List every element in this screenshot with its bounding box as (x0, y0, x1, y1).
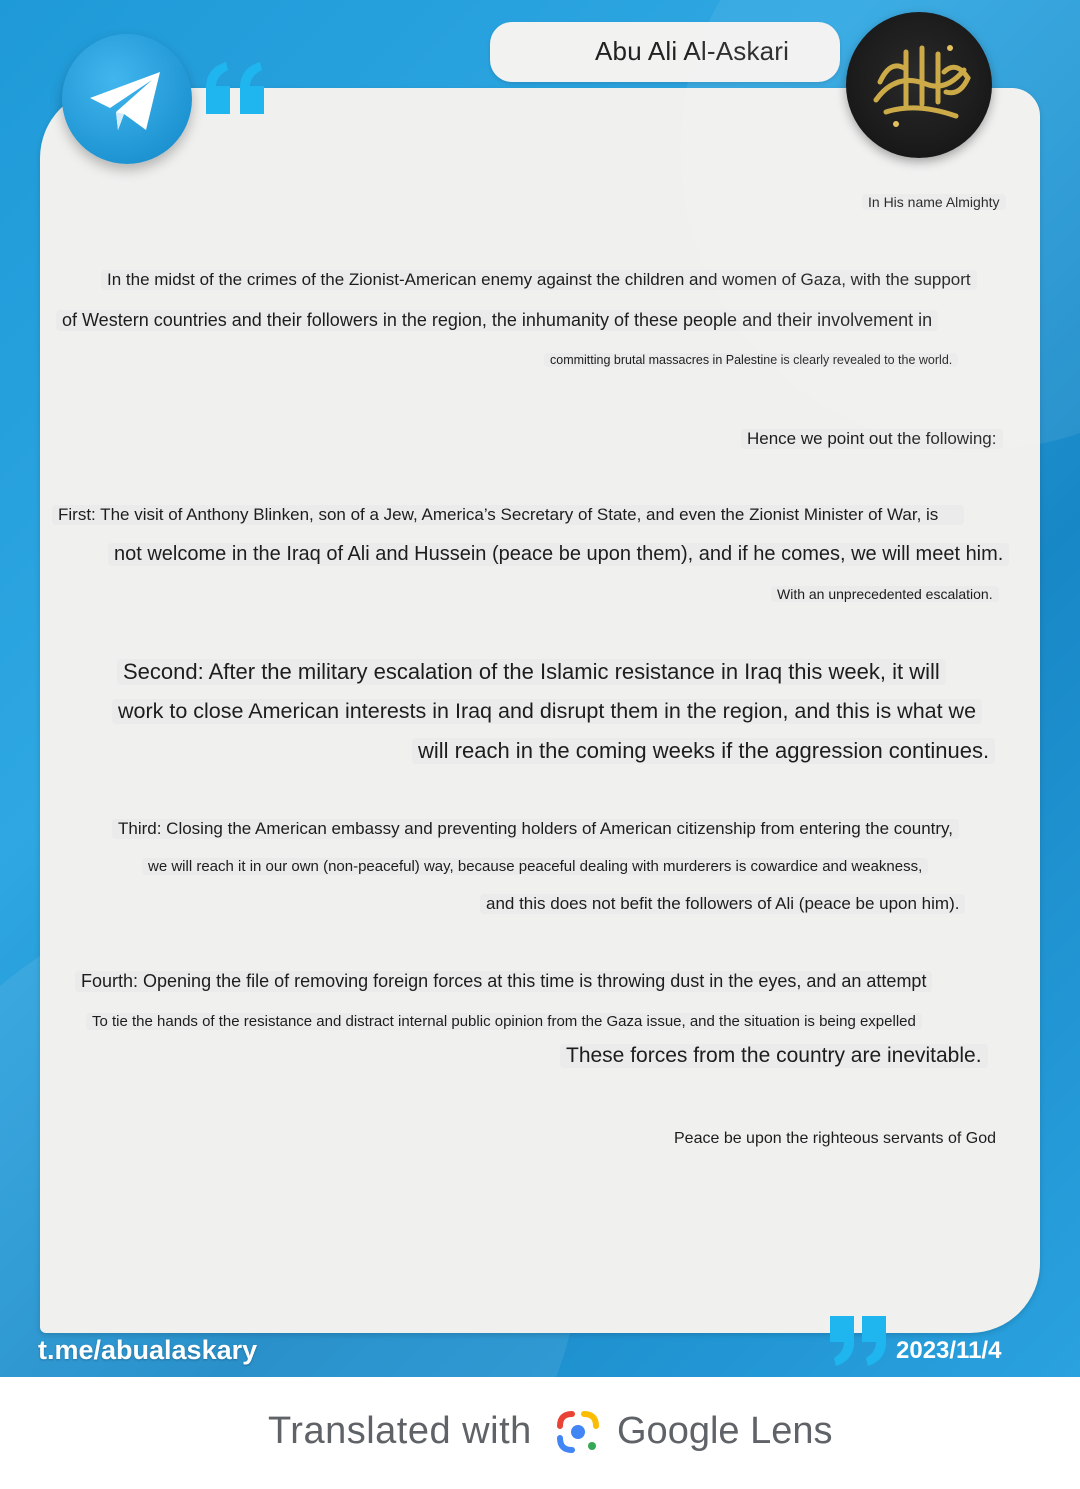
telegram-icon (62, 34, 192, 164)
allahu-akbar-calligraphy-emblem (846, 12, 992, 158)
google-lens-brand (617, 1410, 833, 1453)
brand-lens: Lens (750, 1410, 833, 1452)
fourth-point-line-2: To tie the hands of the resistance and distract internal public opinion from the Gaza issue, and the situation is being expelled (86, 1013, 922, 1030)
author-name-tab (490, 22, 840, 82)
intro-line-3: committing brutal massacres in Palestine is clearly revealed to the world. (544, 353, 958, 367)
translated-with-label: Translated with (268, 1410, 532, 1452)
google-lens-icon (554, 1408, 602, 1456)
third-point-line-1: Third: Closing the American embassy and preventing holders of American citizenship from entering the country, (112, 819, 959, 839)
greeting: In His name Almighty (862, 194, 1006, 210)
first-point-line-3: With an unprecedented escalation. (771, 586, 999, 602)
intro-line-2: of Western countries and their followers in the region, the inhumanity of these people and their involvement in (56, 310, 938, 331)
second-point-line-2: work to close American interests in Iraq and disrupt them in the region, and this is what we (112, 699, 982, 724)
close-quote-icon (826, 1314, 890, 1370)
first-point-line-1: First: The visit of Anthony Blinken, son of a Jew, America’s Secretary of State, and even the Zionist Minister of War, is (52, 505, 964, 525)
author-name: Abu Ali Al-Askari (595, 36, 790, 66)
open-quote-icon (200, 58, 270, 118)
fourth-point-line-3: These forces from the country are inevitable. (560, 1044, 988, 1068)
second-point-line-3: will reach in the coming weeks if the aggression continues. (412, 738, 995, 764)
third-point-line-3: and this does not befit the followers of Ali (peace be upon him). (480, 894, 965, 914)
statement-date: 2023/11/4 (896, 1337, 1002, 1364)
telegram-channel-link[interactable]: t.me/abualaskary (38, 1335, 258, 1365)
brand-google: Google (617, 1410, 740, 1452)
first-point-line-2: not welcome in the Iraq of Ali and Hussein (peace be upon them), and if he comes, we will meet him. (108, 543, 1009, 566)
translation-bar (0, 1377, 1080, 1489)
intro-line-1: In the midst of the crimes of the Zionist-American enemy against the children and women of Gaza, with the support (101, 270, 977, 290)
second-point-line-1: Second: After the military escalation of the Islamic resistance in Iraq this week, it will (117, 659, 946, 685)
closing-line: Peace be upon the righteous servants of God (674, 1130, 996, 1147)
third-point-line-2: we will reach it in our own (non-peaceful) way, because peaceful dealing with murderers is cowardice and weakness, (142, 858, 928, 875)
lead-in: Hence we point out the following: (741, 429, 1003, 449)
fourth-point-line-1: Fourth: Opening the file of removing foreign forces at this time is throwing dust in the eyes, and an attempt (75, 971, 932, 992)
